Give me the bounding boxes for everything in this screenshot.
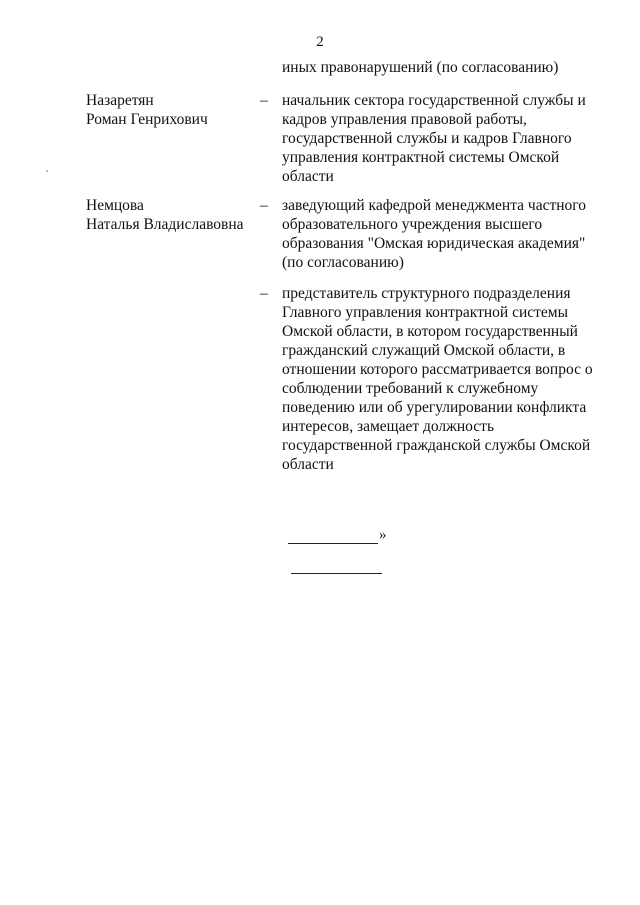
position-line: образовательного учреждения высшего	[282, 216, 543, 233]
position-line: отношении которого рассматривается вопрос о	[282, 361, 593, 378]
position-line: поведению или об урегулировании конфликта	[282, 399, 587, 416]
page-number: 2	[316, 34, 324, 50]
closing-quote: »	[379, 527, 387, 543]
entry-dash: –	[260, 197, 268, 214]
position-line: представитель структурного подразделения	[282, 285, 571, 302]
position-line: гражданский служащий Омской области, в	[282, 342, 566, 359]
position-line: области	[282, 168, 334, 185]
closing-mark	[288, 526, 387, 544]
closing-rule	[288, 529, 378, 544]
position-line: (по согласованию)	[282, 254, 404, 271]
member-given-name: Роман Генрихович	[86, 111, 208, 128]
position-line: заведующий кафедрой менеджмента частного	[282, 197, 587, 214]
continued-text: иных правонарушений (по согласованию)	[282, 59, 559, 76]
member-given-name: Наталья Владиславовна	[86, 216, 244, 233]
position-line: образования "Омская юридическая академия"	[282, 235, 586, 252]
member-position	[282, 91, 592, 186]
member-name	[86, 196, 244, 234]
position-line: государственной гражданской службы Омской	[282, 437, 591, 454]
position-line: Главного управления контрактной системы	[282, 304, 568, 321]
position-line: области	[282, 456, 334, 473]
position-line: государственной службы и кадров Главного	[282, 130, 572, 147]
member-name	[86, 91, 208, 129]
member-position	[282, 284, 592, 474]
member-position	[282, 196, 592, 272]
position-line: начальник сектора государственной службы и	[282, 92, 586, 109]
end-of-document-rule	[291, 573, 382, 574]
position-line: Омской области, в котором государственный	[282, 323, 578, 340]
member-surname: Немцова	[86, 197, 144, 214]
position-line: кадров управления правовой работы,	[282, 111, 527, 128]
entry-dash: –	[260, 92, 268, 109]
position-line: соблюдении требований к служебному	[282, 380, 539, 397]
entry-dash: –	[260, 285, 268, 302]
margin-mark	[46, 170, 48, 172]
member-surname: Назаретян	[86, 92, 154, 109]
position-line: интересов, замещает должность	[282, 418, 495, 435]
position-line: управления контрактной системы Омской	[282, 149, 560, 166]
